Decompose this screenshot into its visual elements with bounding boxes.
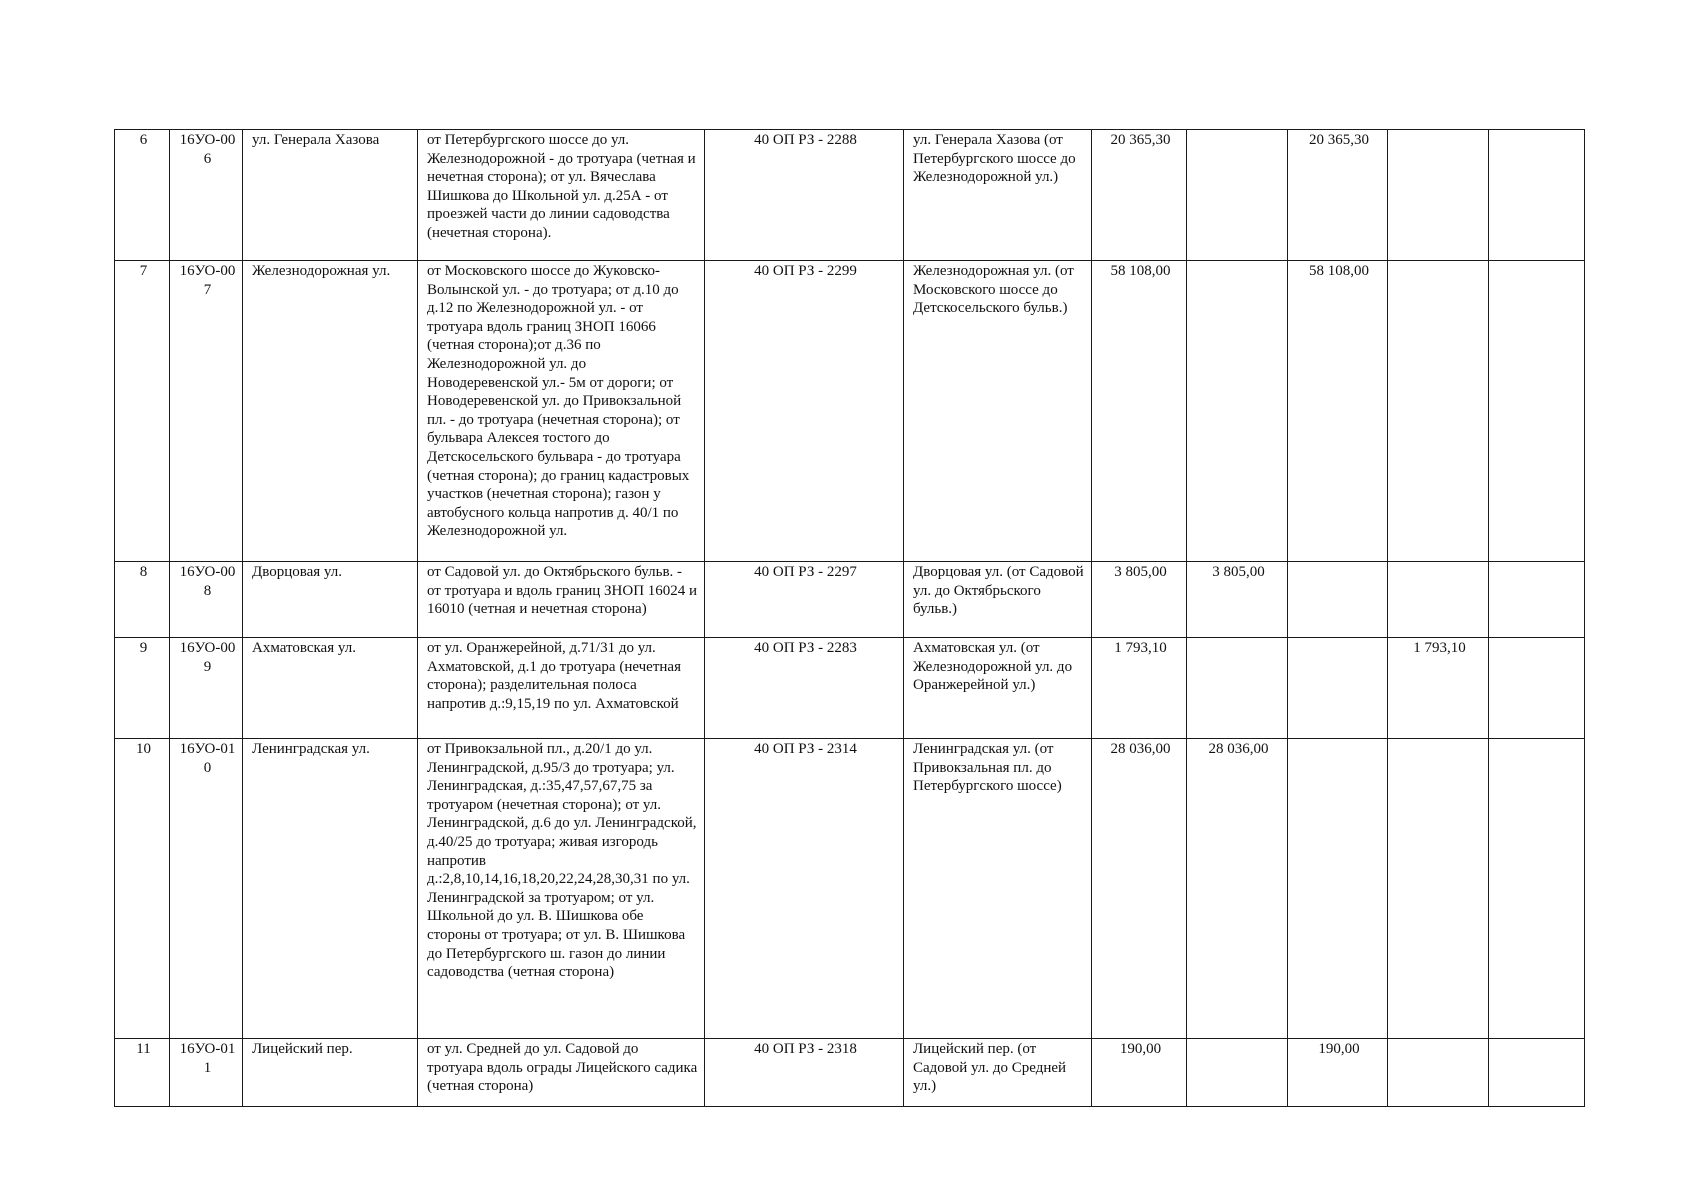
row-id: 16УО-008 [170,562,243,638]
street-name: Дворцовая ул. [243,562,418,638]
row-number: 7 [115,261,170,562]
road-name: Ленинградская ул. (от Привокзальная пл. до Петербургского шоссе) [904,739,1092,1039]
row-id: 16УО-011 [170,1039,243,1107]
row-id: 16УО-007 [170,261,243,562]
row-number: 10 [115,739,170,1039]
road-code: 40 ОП РЗ - 2288 [705,130,904,261]
area-col-3 [1288,739,1388,1039]
table-row [115,739,1585,1039]
area-total: 190,00 [1092,1039,1187,1107]
road-name: Дворцовая ул. (от Садовой ул. до Октябрьского бульв.) [904,562,1092,638]
boundary-description: от Московского шоссе до Жуковско-Волынской ул. - до тротуара; от д.10 до д.12 по Железнодорожной ул. - от тротуара вдоль границ ЗНОП 16066 (четная сторона);от д.36 по Железнодорожной ул. до Новодеревенской ул.- 5м от дороги; от Новодеревенской ул. до Привокзальной пл. - до тротуара (нечетная сторона); от бульвара Алексея тостого до Детскосельского бульвара - до тротуара (четная сторона); до границ кадастровых участков (нечетная сторона); газон у автобусного кольца напротив д. 40/1 по Железнодорожной ул. [418,261,705,562]
road-name: Железнодорожная ул. (от Московского шоссе до Детскосельского бульв.) [904,261,1092,562]
street-name: Ахматовская ул. [243,638,418,739]
area-col-3: 190,00 [1288,1039,1388,1107]
row-number: 8 [115,562,170,638]
row-id: 16УО-006 [170,130,243,261]
area-total: 3 805,00 [1092,562,1187,638]
area-col-2 [1187,1039,1288,1107]
area-col-4: 1 793,10 [1388,638,1489,739]
boundary-description: от ул. Оранжерейной, д.71/31 до ул. Ахматовской, д.1 до тротуара (нечетная сторона); разделительная полоса напротив д.:9,15,19 по ул. Ахматовской [418,638,705,739]
boundary-description: от ул. Средней до ул. Садовой до тротуара вдоль ограды Лицейского садика (четная сторона) [418,1039,705,1107]
area-col-3 [1288,638,1388,739]
area-col-3 [1288,562,1388,638]
row-number: 6 [115,130,170,261]
area-total: 20 365,30 [1092,130,1187,261]
area-col-5 [1489,261,1585,562]
roads-table [114,129,1585,1107]
table-row [115,261,1585,562]
area-col-2 [1187,130,1288,261]
street-name: Лицейский пер. [243,1039,418,1107]
road-name: Лицейский пер. (от Садовой ул. до Средней ул.) [904,1039,1092,1107]
area-col-2 [1187,261,1288,562]
road-code: 40 ОП РЗ - 2299 [705,261,904,562]
road-code: 40 ОП РЗ - 2283 [705,638,904,739]
area-col-5 [1489,1039,1585,1107]
row-number: 11 [115,1039,170,1107]
area-col-5 [1489,638,1585,739]
boundary-description: от Садовой ул. до Октябрьского бульв. - от тротуара и вдоль границ ЗНОП 16024 и 16010 (четная и нечетная сторона) [418,562,705,638]
area-col-2: 3 805,00 [1187,562,1288,638]
street-name: ул. Генерала Хазова [243,130,418,261]
area-col-5 [1489,130,1585,261]
area-col-4 [1388,1039,1489,1107]
row-id: 16УО-009 [170,638,243,739]
area-col-5 [1489,739,1585,1039]
road-code: 40 ОП РЗ - 2318 [705,1039,904,1107]
table-row [115,562,1585,638]
area-col-4 [1388,739,1489,1039]
area-total: 28 036,00 [1092,739,1187,1039]
table-row [115,130,1585,261]
area-col-4 [1388,261,1489,562]
area-col-4 [1388,130,1489,261]
road-name: Ахматовская ул. (от Железнодорожной ул. до Оранжерейной ул.) [904,638,1092,739]
area-col-4 [1388,562,1489,638]
area-col-3: 20 365,30 [1288,130,1388,261]
row-id: 16УО-010 [170,739,243,1039]
area-col-3: 58 108,00 [1288,261,1388,562]
road-code: 40 ОП РЗ - 2314 [705,739,904,1039]
boundary-description: от Петербургского шоссе до ул. Железнодорожной - до тротуара (четная и нечетная сторона); от ул. Вячеслава Шишкова до Школьной ул. д.25А - от проезжей части до линии садоводства (нечетная сторона). [418,130,705,261]
row-number: 9 [115,638,170,739]
road-name: ул. Генерала Хазова (от Петербургского шоссе до Железнодорожной ул.) [904,130,1092,261]
area-total: 58 108,00 [1092,261,1187,562]
area-col-2: 28 036,00 [1187,739,1288,1039]
street-name: Ленинградская ул. [243,739,418,1039]
area-col-2 [1187,638,1288,739]
area-col-5 [1489,562,1585,638]
area-total: 1 793,10 [1092,638,1187,739]
boundary-description: от Привокзальной пл., д.20/1 до ул. Ленинградской, д.95/3 до тротуара; ул. Ленинградская, д.:35,47,57,67,75 за тротуаром (нечетная сторона); от ул. Ленинградской, д.6 до ул. Ленинградской, д.40/25 до тротуара; живая изгородь напротив д.:2,8,10,14,16,18,20,22,24,28,30,31 по ул. Ленинградской за тротуаром; от ул. Школьной до ул. В. Шишкова обе стороны от тротуара; от ул. В. Шишкова до Петербургского ш. газон до линии садоводства (четная сторона) [418,739,705,1039]
street-name: Железнодорожная ул. [243,261,418,562]
table-row [115,1039,1585,1107]
table-row [115,638,1585,739]
road-code: 40 ОП РЗ - 2297 [705,562,904,638]
